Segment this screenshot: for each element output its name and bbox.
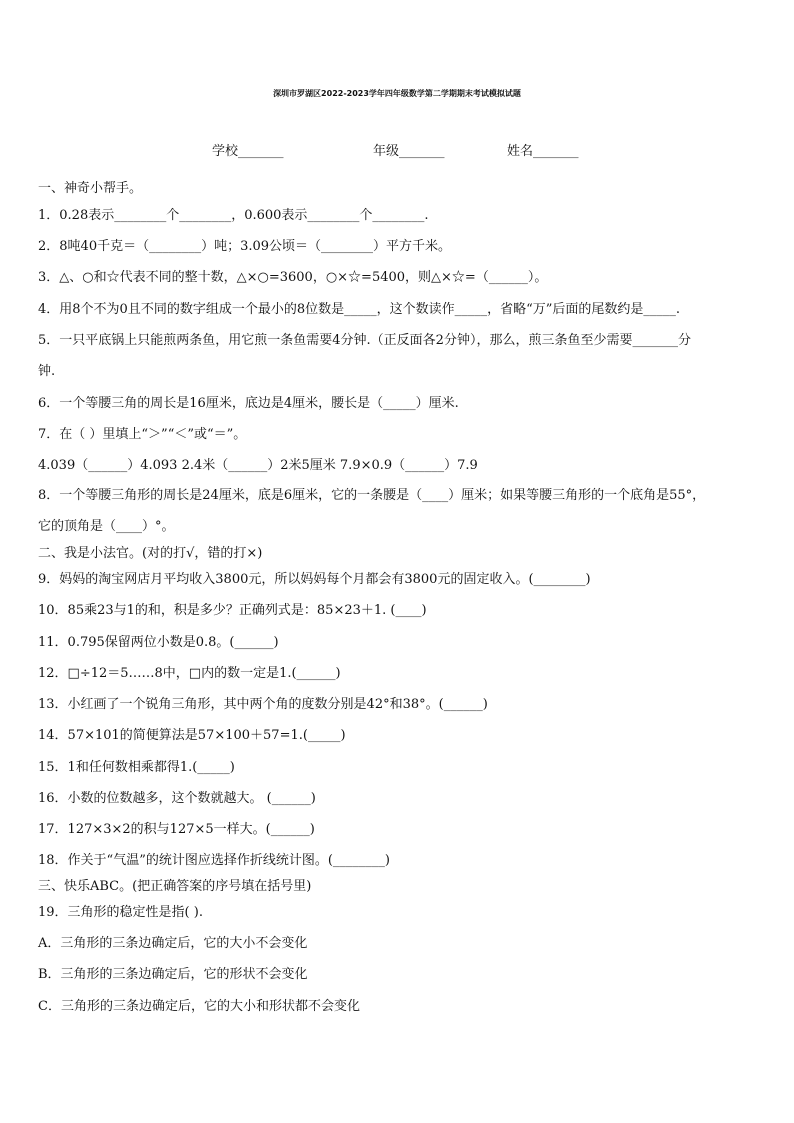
question-8-cont: 它的顶角是（____）°。 [38,519,175,534]
question-8: 8．一个等腰三角形的周长是24厘米，底是6厘米，它的一条腰是（____）厘米；如果等腰三角形的一个底角是55°， [38,488,706,503]
name-field: 姓名_______ [507,144,579,159]
option-b: B．三角形的三条边确定后，它的形状不会变化 [38,967,308,982]
question-7: 7．在（ ）里填上“＞”“＜”或“＝”。 [38,427,247,442]
question-13: 13．小红画了一个锐角三角形，其中两个角的度数分别是42°和38°。(______) [38,697,488,712]
section-heading-3: 三、快乐ABC。(把正确答案的序号填在括号里) [38,879,312,894]
grade-field: 年级_______ [373,144,445,159]
question-14: 14．57×101的简便算法是57×100＋57=1.(_____) [38,728,346,743]
question-12: 12．□÷12＝5……8中，□内的数一定是1.(______) [38,666,341,681]
question-7-items: 4.039（______）4.093 2.4米（______）2米5厘米 7.9×0.9（______）7.9 [38,458,478,473]
question-19: 19．三角形的稳定性是指( ). [38,905,203,920]
question-16: 16．小数的位数越多，这个数就越大。 (______) [38,791,316,806]
question-5-cont: 钟. [38,364,56,379]
question-1: 1．0.28表示________个________，0.600表示________个________. [38,208,429,223]
question-6: 6．一个等腰三角的周长是16厘米，底边是4厘米，腰长是（_____）厘米. [38,396,459,411]
page-title: 深圳市罗湖区2022-2023学年四年级数学第二学期期末考试模拟试题 [273,89,521,98]
section-heading-1: 一、神奇小帮手。 [38,181,143,196]
question-4: 4．用8个不为0且不同的数字组成一个最小的8位数是_____，这个数读作_____，省略“万”后面的尾数约是_____. [38,302,681,317]
question-11: 11．0.795保留两位小数是0.8。(______) [38,635,279,650]
question-18: 18．作关于“气温”的统计图应选择作折线统计图。(________) [38,853,390,868]
school-field: 学校_______ [212,144,284,159]
question-3: 3．△、○和☆代表不同的整十数，△×○=3600，○×☆=5400，则△×☆=（______）。 [38,270,548,285]
section-heading-2: 二、我是小法官。(对的打√，错的打×) [38,546,263,561]
option-c: C．三角形的三条边确定后，它的大小和形状都不会变化 [38,999,360,1014]
question-5: 5．一只平底锅上只能煎两条鱼，用它煎一条鱼需要4分钟.（正反面各2分钟），那么，煎三条鱼至少需要_______分 [38,333,691,348]
question-15: 15．1和任何数相乘都得1.(_____) [38,760,235,775]
question-2: 2．8吨40千克＝（________）吨；3.09公顷＝（________）平方千米。 [38,239,452,254]
question-10: 10．85乘23与1的和，积是多少？正确列式是：85×23＋1. (____) [38,603,427,618]
option-a: A．三角形的三条边确定后，它的大小不会变化 [38,936,308,951]
question-9: 9．妈妈的淘宝网店月平均收入3800元，所以妈妈每个月都会有3800元的固定收入。(________) [38,572,591,587]
question-17: 17．127×3×2的积与127×5一样大。(______) [38,822,315,837]
